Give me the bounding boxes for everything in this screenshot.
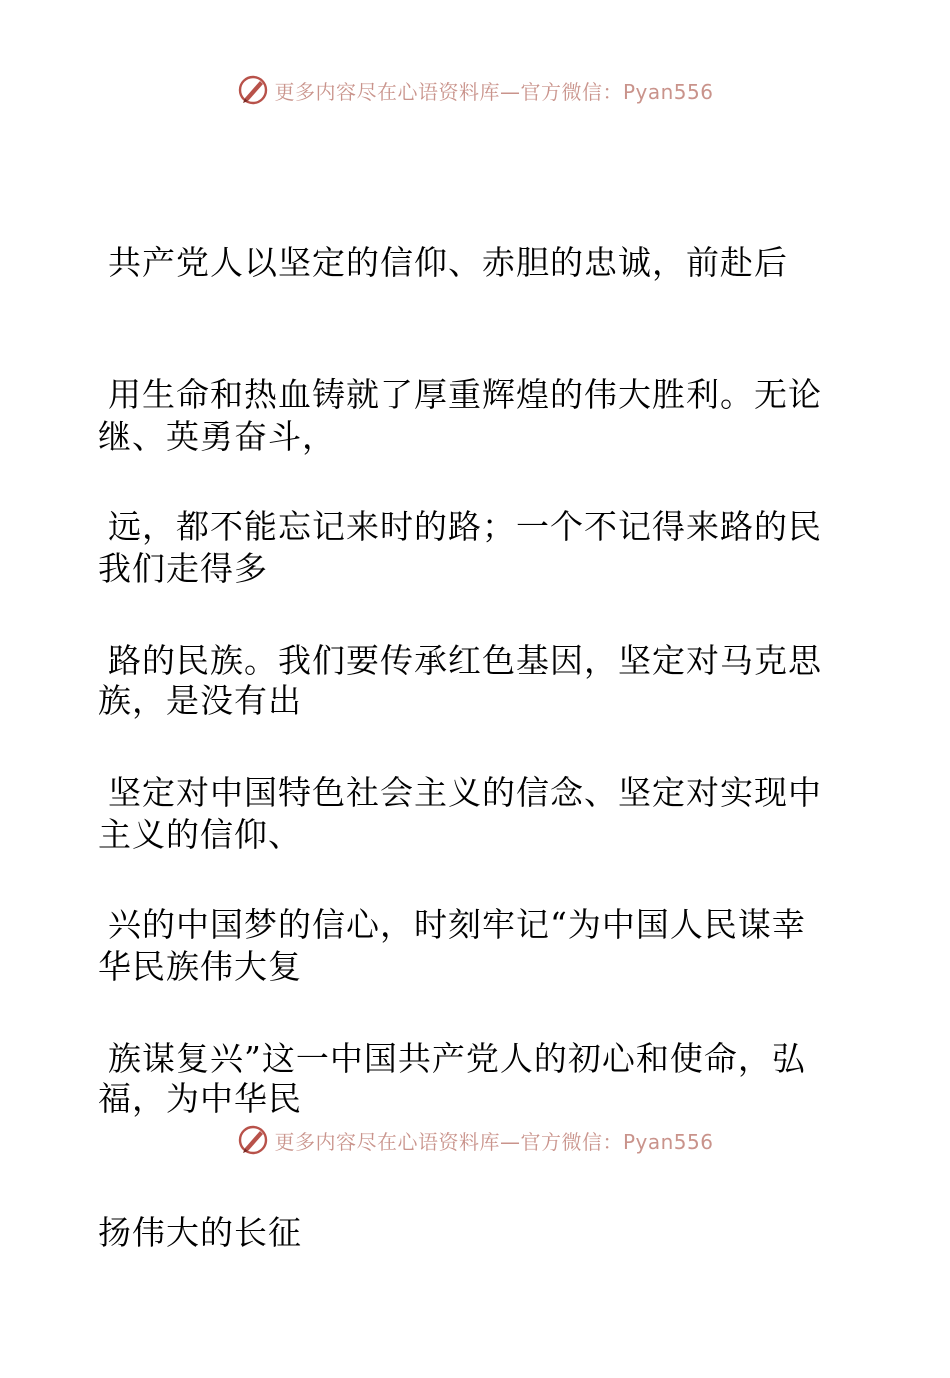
header-watermark — [0, 70, 950, 110]
paragraph-line: 继、英勇奋斗， — [98, 417, 336, 456]
paragraph-line: 族谋复兴”这一中国共产党人的初心和使命，弘 — [108, 1039, 806, 1078]
paragraph-line: 用生命和热血铸就了厚重辉煌的伟大胜利。无论 — [108, 375, 822, 414]
watermark-text: 更多内容尽在心语资料库—官方微信：Pyan556 — [274, 1129, 714, 1154]
paragraph-line: 主义的信仰、 — [98, 815, 302, 854]
pen-circle-logo-icon — [236, 1123, 270, 1157]
paragraph-line: 共产党人以坚定的信仰、赤胆的忠诚，前赴后 — [108, 243, 788, 282]
paragraph-line: 华民族伟大复 — [98, 947, 302, 986]
paragraph-line: 扬伟大的长征 — [98, 1213, 302, 1252]
paragraph-line: 福，为中华民 — [98, 1079, 302, 1118]
paragraph-line: 路的民族。我们要传承红色基因，坚定对马克思 — [108, 641, 822, 680]
footer-watermark — [0, 1120, 950, 1160]
paragraph-line: 坚定对中国特色社会主义的信念、坚定对实现中 — [108, 773, 822, 812]
pen-circle-logo-icon — [236, 73, 270, 107]
watermark-text: 更多内容尽在心语资料库—官方微信：Pyan556 — [274, 79, 714, 104]
paragraph-line: 兴的中国梦的信心，时刻牢记“为中国人民谋幸 — [108, 905, 806, 944]
paragraph-line: 远，都不能忘记来时的路；一个不记得来路的民 — [108, 507, 822, 546]
paragraph-line: 族，是没有出 — [98, 681, 302, 720]
paragraph-line: 我们走得多 — [98, 549, 268, 588]
